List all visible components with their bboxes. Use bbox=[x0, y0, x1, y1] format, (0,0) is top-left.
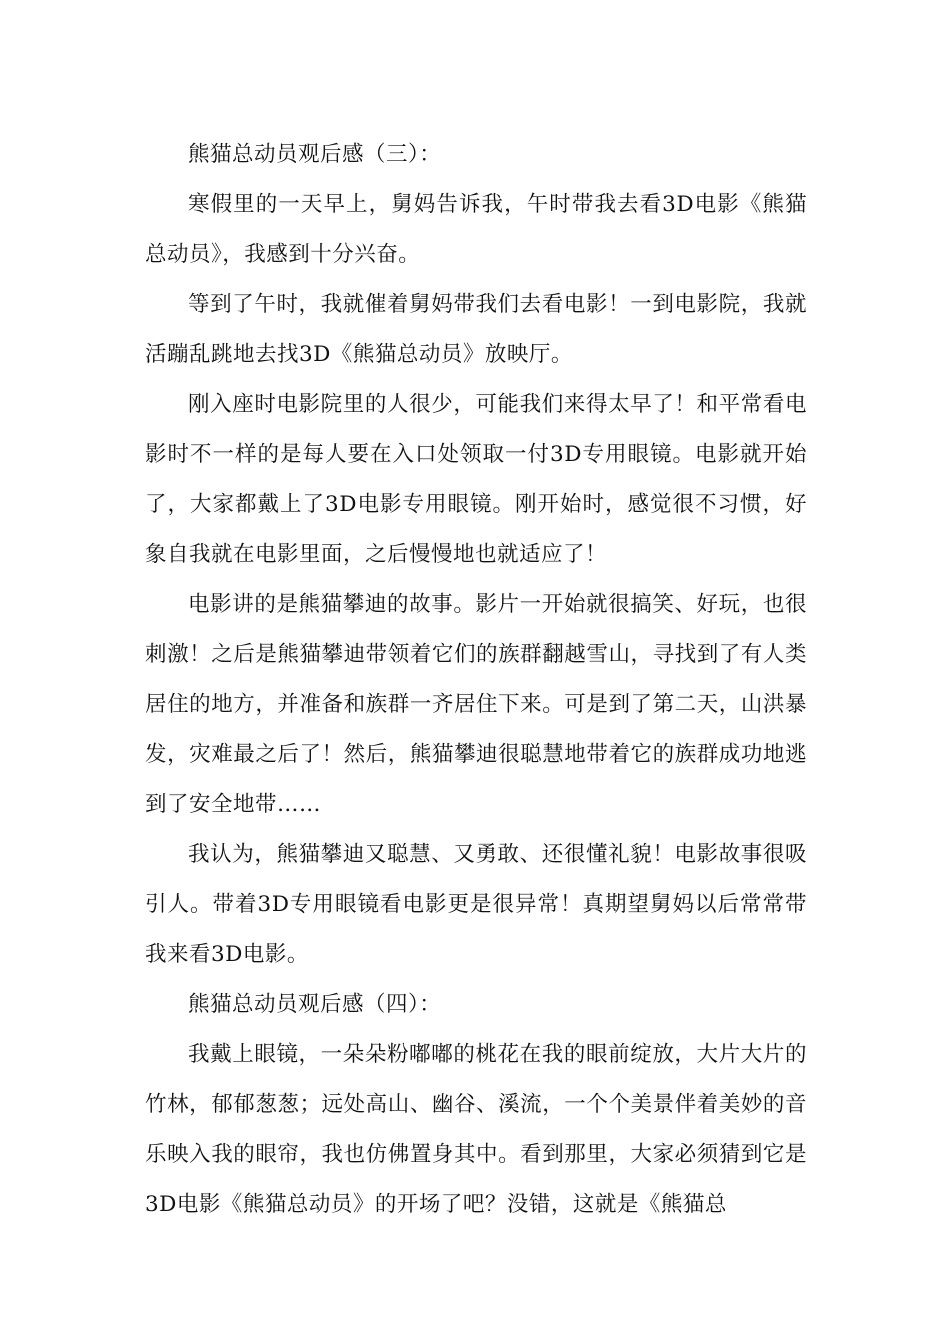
paragraph: 我认为，熊猫攀迪又聪慧、又勇敢、还很懂礼貌！电影故事很吸引人。带着3D专用眼镜看电影更是很异常！真期望舅妈以后常常带我来看3D电影。 bbox=[145, 842, 807, 967]
document-body bbox=[145, 130, 807, 1230]
heading-part-three: 熊猫总动员观后感（三）： bbox=[188, 142, 442, 167]
paragraph: 电影讲的是熊猫攀迪的故事。影片一开始就很搞笑、好玩，也很刺激！之后是熊猫攀迪带领着它们的族群翻越雪山，寻找到了有人类居住的地方，并准备和族群一齐居住下来。可是到了第二天，山洪暴发，灾难最之后了！然后，熊猫攀迪很聪慧地带着它的族群成功地逃到了安全地带…… bbox=[145, 592, 807, 817]
paragraph: 我戴上眼镜，一朵朵粉嘟嘟的桃花在我的眼前绽放，大片大片的竹林，郁郁葱葱；远处高山、幽谷、溪流，一个个美景伴着美妙的音乐映入我的眼帘，我也仿佛置身其中。看到那里，大家必须猜到它是3D电影《熊猫总动员》的开场了吧？没错，这就是《熊猫总 bbox=[145, 1042, 807, 1217]
paragraph: 寒假里的一天早上，舅妈告诉我，午时带我去看3D电影《熊猫总动员》，我感到十分兴奋。 bbox=[145, 192, 807, 267]
paragraph: 等到了午时，我就催着舅妈带我们去看电影！一到电影院，我就活蹦乱跳地去找3D《熊猫总动员》放映厅。 bbox=[145, 292, 807, 367]
heading-part-four: 熊猫总动员观后感（四）： bbox=[188, 992, 442, 1017]
paragraph: 刚入座时电影院里的人很少，可能我们来得太早了！和平常看电影时不一样的是每人要在入口处领取一付3D专用眼镜。电影就开始了，大家都戴上了3D电影专用眼镜。刚开始时，感觉很不习惯，好象自我就在电影里面，之后慢慢地也就适应了！ bbox=[145, 392, 807, 567]
